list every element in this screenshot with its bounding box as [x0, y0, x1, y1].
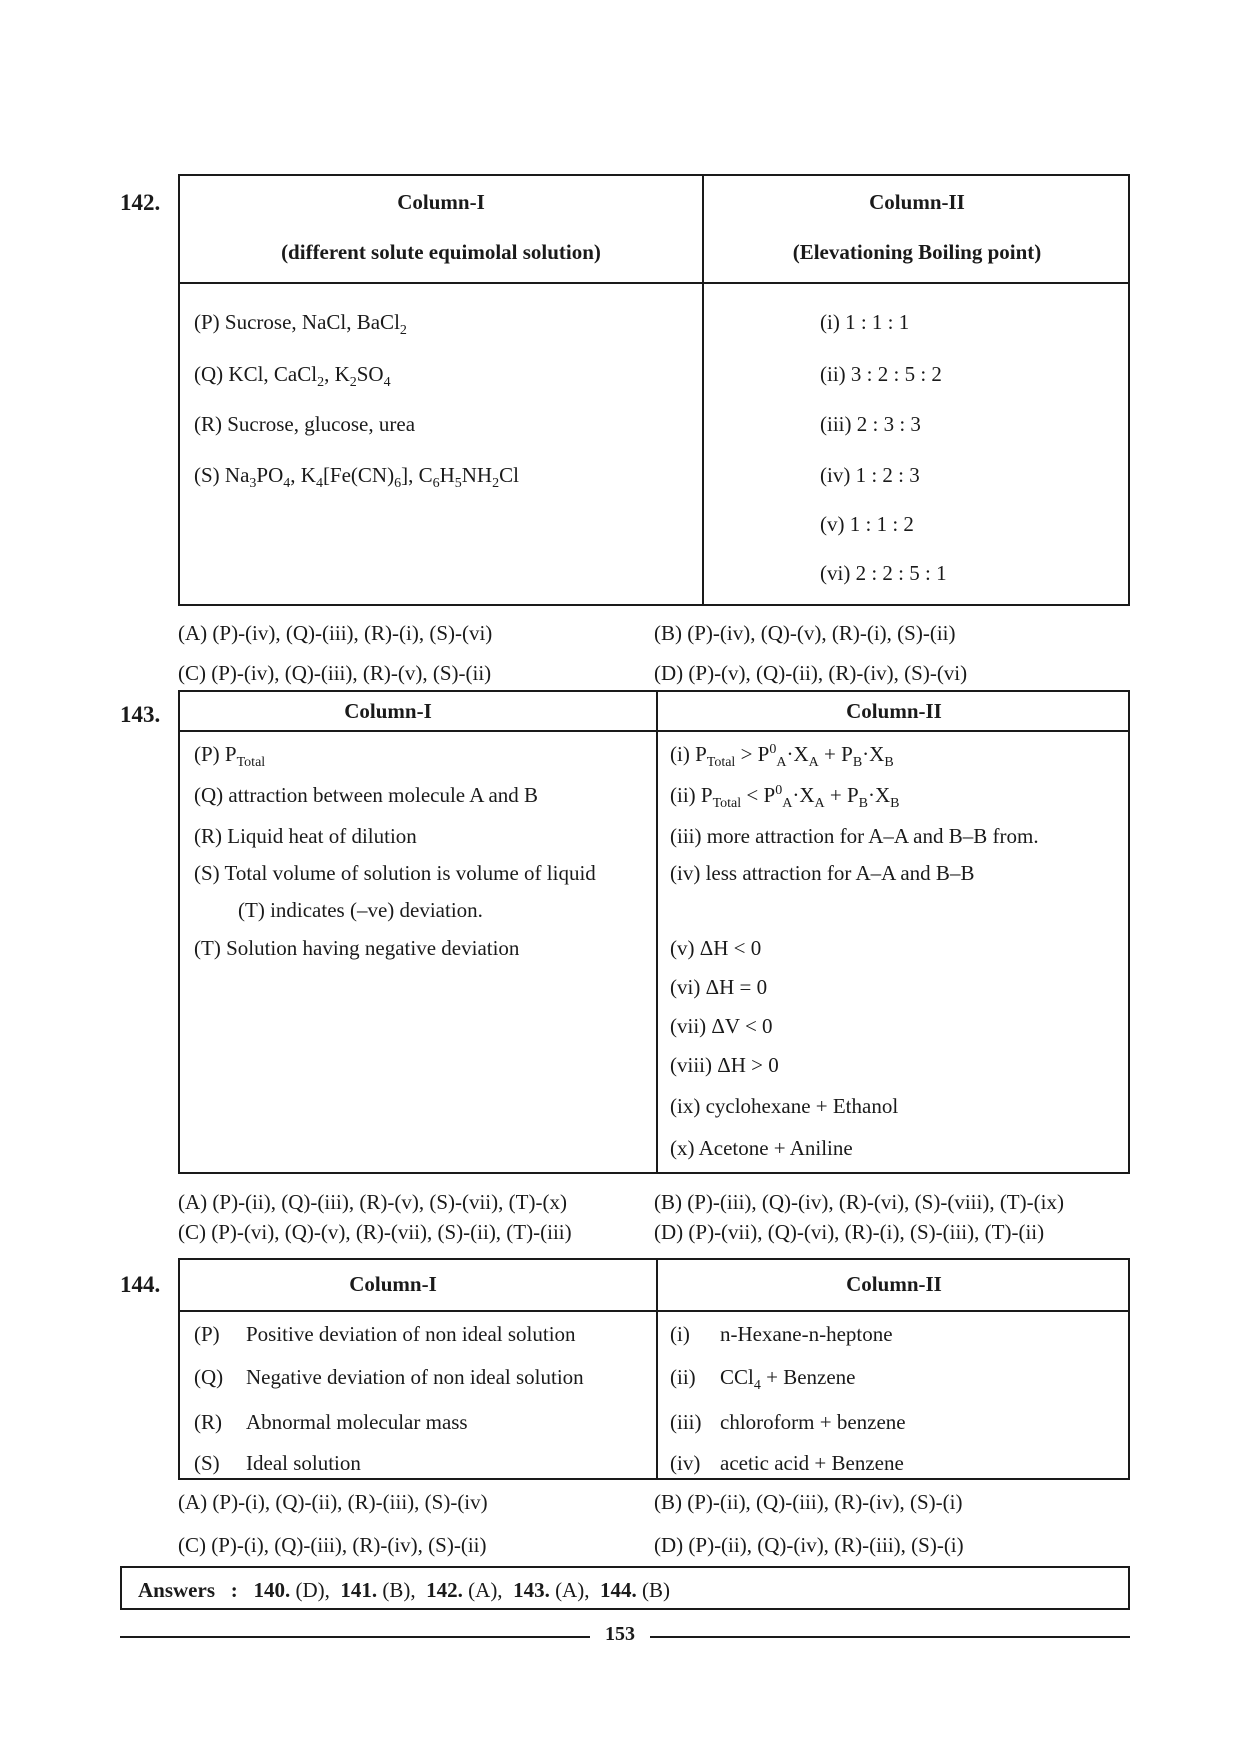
page-number: 153 — [605, 1623, 635, 1645]
option-d: (D) (P)-(v), (Q)-(ii), (R)-(iv), (S)-(vi) — [654, 661, 968, 685]
right-item-v: (v) 1 : 1 : 2 — [820, 512, 914, 536]
right-item-i: (i) $P_{Total} > P^0_A\cdot X_A + P_B\cdot X_B$ — [670, 742, 894, 771]
answer-value: (A), — [555, 1578, 590, 1602]
footer-rule-left — [120, 1636, 590, 1638]
right-item-iii: (iii) 2 : 3 : 3 — [820, 412, 921, 436]
right-item-x: (x) Acetone + Aniline — [670, 1136, 853, 1160]
left-item-r: Abnormal molecular mass — [246, 1410, 468, 1434]
answer-number: 143. — [513, 1578, 550, 1602]
option-b: (B) (P)-(iv), (Q)-(v), (R)-(i), (S)-(ii) — [654, 621, 956, 645]
option-b: (B) (P)-(ii), (Q)-(iii), (R)-(iv), (S)-(i) — [654, 1490, 963, 1514]
right-key-iv: (iv) — [670, 1451, 701, 1475]
left-key-s: (S) — [194, 1451, 220, 1475]
right-key-ii: (ii) — [670, 1365, 696, 1389]
right-item-ii: (ii) 3 : 2 : 5 : 2 — [820, 362, 942, 386]
question-number: 144. — [120, 1272, 161, 1297]
left-item-p: Positive deviation of non ideal solution — [246, 1322, 576, 1346]
left-item-r: (R) Liquid heat of dilution — [194, 824, 417, 848]
header-divider — [180, 730, 1128, 732]
answer-value: (D), — [295, 1578, 330, 1602]
answers-colon: : — [230, 1578, 238, 1602]
match-table-144 — [178, 1258, 1130, 1480]
left-item-s-continued: (T) indicates (–ve) deviation. — [238, 898, 483, 922]
right-item-viii: (viii) ΔH > 0 — [670, 1053, 779, 1077]
right-item-vii: (vii) ΔV < 0 — [670, 1014, 773, 1038]
column-divider — [656, 692, 658, 1172]
header-divider — [180, 1310, 1128, 1312]
right-item-i: (i) 1 : 1 : 1 — [820, 310, 910, 334]
option-a: (A) (P)-(ii), (Q)-(iii), (R)-(v), (S)-(vii), (T)-(x) — [178, 1190, 567, 1214]
column-2-title: Column-II — [846, 699, 942, 723]
right-item-iii: chloroform + benzene — [720, 1410, 906, 1434]
left-item-r: (R) Sucrose, glucose, urea — [194, 412, 416, 436]
option-d: (D) (P)-(ii), (Q)-(iv), (R)-(iii), (S)-(i) — [654, 1533, 964, 1557]
column-1-subtitle: (different solute equimolal solution) — [281, 240, 601, 264]
right-item-vi: (vi) ΔH = 0 — [670, 975, 768, 999]
left-item-p: (P) $P_{Total}$ — [194, 742, 266, 771]
question-number: 142. — [120, 190, 161, 215]
right-item-iii: (iii) more attraction for A–A and B–B from. — [670, 824, 1039, 848]
option-c: (C) (P)-(vi), (Q)-(v), (R)-(vii), (S)-(ii), (T)-(iii) — [178, 1220, 572, 1244]
right-item-iv: (iv) less attraction for A–A and B–B — [670, 861, 975, 885]
footer-rule-right — [650, 1636, 1130, 1638]
option-a: (A) (P)-(i), (Q)-(ii), (R)-(iii), (S)-(iv) — [178, 1490, 488, 1514]
answers-label: Answers — [138, 1578, 215, 1602]
right-item-i: n-Hexane-n-heptone — [720, 1322, 893, 1346]
match-table-143 — [178, 690, 1130, 1174]
column-1-title: Column-I — [349, 1272, 437, 1296]
right-item-vi: (vi) 2 : 2 : 5 : 1 — [820, 561, 947, 585]
column-2-subtitle: (Elevationing Boiling point) — [792, 240, 1042, 264]
left-key-p: (P) — [194, 1322, 220, 1346]
answer-number: 140. — [253, 1578, 291, 1602]
answer-value: (A), — [468, 1578, 503, 1602]
answer-number: 141. — [340, 1578, 378, 1602]
answer-number: 144. — [599, 1578, 637, 1602]
option-c: (C) (P)-(i), (Q)-(iii), (R)-(iv), (S)-(ii) — [178, 1533, 487, 1557]
right-item-ii: (ii) $P_{Total} < P^0_A\cdot X_A + P_B\cdot X_B$ — [670, 783, 900, 812]
right-item-ii: CCl$_4$ + Benzene — [720, 1365, 856, 1394]
right-item-ix: (ix) cyclohexane + Ethanol — [670, 1094, 899, 1118]
right-key-i: (i) — [670, 1322, 690, 1346]
left-item-q: (Q) KCl, CaCl$_2$, $K_2SO_4$ — [194, 362, 391, 391]
question-number: 143. — [120, 702, 161, 727]
right-item-v: (v) ΔH < 0 — [670, 936, 762, 960]
left-key-q: (Q) — [194, 1365, 224, 1389]
answer-value: (B), — [382, 1578, 416, 1602]
column-divider — [702, 176, 704, 604]
match-table-142 — [178, 174, 1130, 606]
left-item-s: (S) $Na_3PO_4$, $K_4[Fe(CN)_6]$, $C_6H_5NH_2Cl$ — [194, 463, 519, 492]
right-item-iv: (iv) 1 : 2 : 3 — [820, 463, 920, 487]
answer-number: 142. — [426, 1578, 463, 1602]
answers-box — [120, 1566, 1130, 1610]
option-c: (C) (P)-(iv), (Q)-(iii), (R)-(v), (S)-(ii) — [178, 661, 492, 685]
left-item-q: (Q) attraction between molecule A and B — [194, 783, 539, 807]
left-item-t: (T) Solution having negative deviation — [194, 936, 520, 960]
left-item-s: Ideal solution — [246, 1451, 361, 1475]
left-item-s: (S) Total volume of solution is volume of liquid — [194, 861, 596, 885]
right-key-iii: (iii) — [670, 1410, 702, 1434]
left-key-r: (R) — [194, 1410, 222, 1434]
column-2-title: Column-II — [869, 190, 965, 214]
column-1-title: Column-I — [397, 190, 485, 214]
answer-value: (B) — [641, 1578, 670, 1602]
right-item-iv: acetic acid + Benzene — [720, 1451, 904, 1475]
option-d: (D) (P)-(vii), (Q)-(vi), (R)-(i), (S)-(iii), (T)-(ii) — [654, 1220, 1045, 1244]
column-2-title: Column-II — [846, 1272, 942, 1296]
header-divider — [180, 282, 1128, 284]
column-1-title: Column-I — [344, 699, 432, 723]
option-a: (A) (P)-(iv), (Q)-(iii), (R)-(i), (S)-(vi) — [178, 621, 493, 645]
left-item-p: (P) Sucrose, NaCl, BaCl$_2$ — [194, 310, 407, 339]
option-b: (B) (P)-(iii), (Q)-(iv), (R)-(vi), (S)-(viii), (T)-(ix) — [654, 1190, 1064, 1214]
left-item-q: Negative deviation of non ideal solution — [246, 1365, 584, 1389]
